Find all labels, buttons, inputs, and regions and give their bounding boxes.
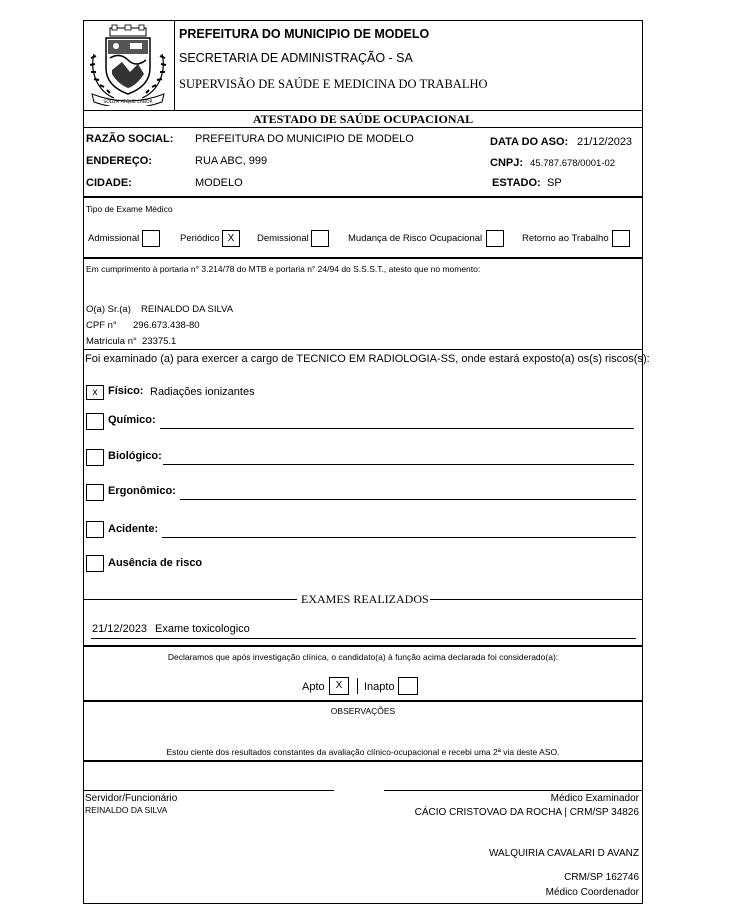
razao-social-label: RAZÃO SOCIAL: xyxy=(86,133,174,145)
exam-item-date: 21/12/2023 xyxy=(92,623,148,635)
quimico-line xyxy=(160,428,634,429)
endereco-label: ENDEREÇO: xyxy=(86,155,153,167)
risks-intro: Foi examinado (a) para exercer a cargo de TECNICO EM RADIOLOGIA-SS, onde estará exposto(a) os(s) riscos(s): xyxy=(85,353,650,365)
mudanca-risco-label: Mudança de Risco Ocupacional xyxy=(348,233,483,244)
header-line-2: SECRETARIA DE ADMINISTRAÇÃO - SA xyxy=(179,51,413,65)
exam-type-bottom-line xyxy=(83,257,643,259)
demissional-checkbox[interactable] xyxy=(311,230,329,247)
matricula-value: 23375.1 xyxy=(142,336,177,347)
exams-heading-line-left xyxy=(83,599,297,600)
document-title: ATESTADO DE SAÚDE OCUPACIONAL xyxy=(252,112,474,126)
admissional-label: Admissional xyxy=(88,233,140,244)
acidente-label: Acidente: xyxy=(108,523,159,535)
coordenador-label: Médico Coordenador xyxy=(545,887,639,898)
endereco-value: RUA ABC, 999 xyxy=(195,155,268,167)
observacoes-bottom-line xyxy=(83,760,643,762)
medico-examinador-name: CÁCIO CRISTOVAO DA ROCHA | CRM/SP 34826 xyxy=(414,807,639,818)
medico-examinador-label: Médico Examinador xyxy=(550,793,639,804)
servidor-signature-line xyxy=(84,790,334,791)
admissional-checkbox[interactable] xyxy=(142,230,160,247)
header-line-1: PREFEITURA DO MUNICIPIO DE MODELO xyxy=(179,27,430,41)
ausencia-risco-label: Ausência de risco xyxy=(108,557,203,569)
employer-bottom-line xyxy=(83,196,643,198)
crest-motto: SOLUM ATQUE LABOR xyxy=(103,100,153,105)
conclusion-statement: Declaramos que após investigação clínica, o candidato(a) à função acima declarada foi considerado(a): xyxy=(167,652,559,662)
data-aso-label: DATA DO ASO: xyxy=(490,136,569,148)
header-divider xyxy=(174,20,175,110)
observacoes-statement: Estou ciente dos resultados constantes da avaliação clínico-ocupacional e recebi uma 2ª via deste ASO. xyxy=(166,747,560,757)
apto-checkbox[interactable]: X xyxy=(329,677,349,695)
estado-value: SP xyxy=(547,177,562,189)
ergonomico-line xyxy=(180,499,636,500)
exam-item-line xyxy=(91,638,636,639)
exams-heading: EXAMES REALIZADOS xyxy=(301,592,429,606)
quimico-label: Químico: xyxy=(108,414,156,426)
header-bottom-line xyxy=(83,110,643,111)
ergonomico-checkbox[interactable] xyxy=(86,484,104,501)
apto-label: Apto xyxy=(302,681,325,693)
ergonomico-label: Ergonômico: xyxy=(108,485,176,497)
estado-label: ESTADO: xyxy=(492,177,541,189)
frame-top xyxy=(83,20,643,21)
exams-bottom-line xyxy=(83,645,643,647)
cpf-value: 296.673.438-80 xyxy=(133,320,200,331)
razao-social-value: PREFEITURA DO MUNICIPIO DE MODELO xyxy=(195,133,414,145)
servidor-label: Servidor/Funcionário xyxy=(85,793,178,804)
frame-left xyxy=(83,20,84,903)
medico-signature-line xyxy=(384,790,642,791)
fisico-label: Físico: xyxy=(108,385,144,397)
cnpj-label: CNPJ: xyxy=(490,157,524,169)
conclusion-bottom-line xyxy=(83,700,643,702)
apto-separator xyxy=(357,678,358,694)
periodico-checkbox[interactable]: X xyxy=(222,230,240,247)
biologico-checkbox[interactable] xyxy=(86,449,104,466)
municipal-crest-logo xyxy=(86,24,170,106)
demissional-label: Demissional xyxy=(257,233,309,244)
frame-right xyxy=(642,20,643,903)
mudanca-risco-checkbox[interactable] xyxy=(486,230,504,247)
biologico-line xyxy=(163,464,634,465)
retorno-trabalho-label: Retorno ao Trabalho xyxy=(522,233,609,244)
title-line xyxy=(83,127,643,128)
cnpj-value: 45.787.678/0001-02 xyxy=(530,158,616,169)
acidente-checkbox[interactable] xyxy=(86,521,104,538)
cpf-label: CPF n° xyxy=(86,320,117,331)
coordenador-name: WALQUIRIA CAVALARI D AVANZ xyxy=(488,848,639,859)
cidade-label: CIDADE: xyxy=(86,177,132,189)
exam-type-label: Tipo de Exame Médico xyxy=(86,204,173,214)
periodico-label: Periódico xyxy=(180,233,220,244)
patient-name-value: REINALDO DA SILVA xyxy=(141,304,234,315)
portaria-statement: Em cumprimento à portaria n° 3.214/78 do MTB e portaria n° 24/94 do S.S.S.T., atesto que no momento: xyxy=(86,264,481,274)
cidade-value: MODELO xyxy=(195,177,243,189)
frame-bottom xyxy=(83,903,643,904)
exams-heading-line-right xyxy=(430,599,643,600)
exam-item-name: Exame toxicologico xyxy=(155,623,250,635)
retorno-trabalho-checkbox[interactable] xyxy=(612,230,630,247)
coordenador-crm: CRM/SP 162746 xyxy=(564,872,639,883)
biologico-label: Biológico: xyxy=(108,450,162,462)
data-aso-value: 21/12/2023 xyxy=(577,136,633,148)
patient-bottom-line xyxy=(83,349,643,350)
patient-name-label: O(a) Sr.(a) xyxy=(86,304,131,315)
fisico-value: Radiações ionizantes xyxy=(150,386,255,398)
servidor-name: REINALDO DA SILVA xyxy=(85,805,168,815)
ausencia-risco-checkbox[interactable] xyxy=(86,555,104,572)
matricula-label: Matrícula n° xyxy=(86,336,137,347)
fisico-checkbox[interactable]: x xyxy=(86,385,104,400)
header-line-3: SUPERVISÃO DE SAÚDE E MEDICINA DO TRABALHO xyxy=(179,77,488,91)
quimico-checkbox[interactable] xyxy=(86,413,104,430)
observacoes-heading: OBSERVAÇÕES xyxy=(330,706,396,716)
acidente-line xyxy=(162,537,636,538)
inapto-checkbox[interactable] xyxy=(398,677,418,695)
inapto-label: Inapto xyxy=(364,681,395,693)
